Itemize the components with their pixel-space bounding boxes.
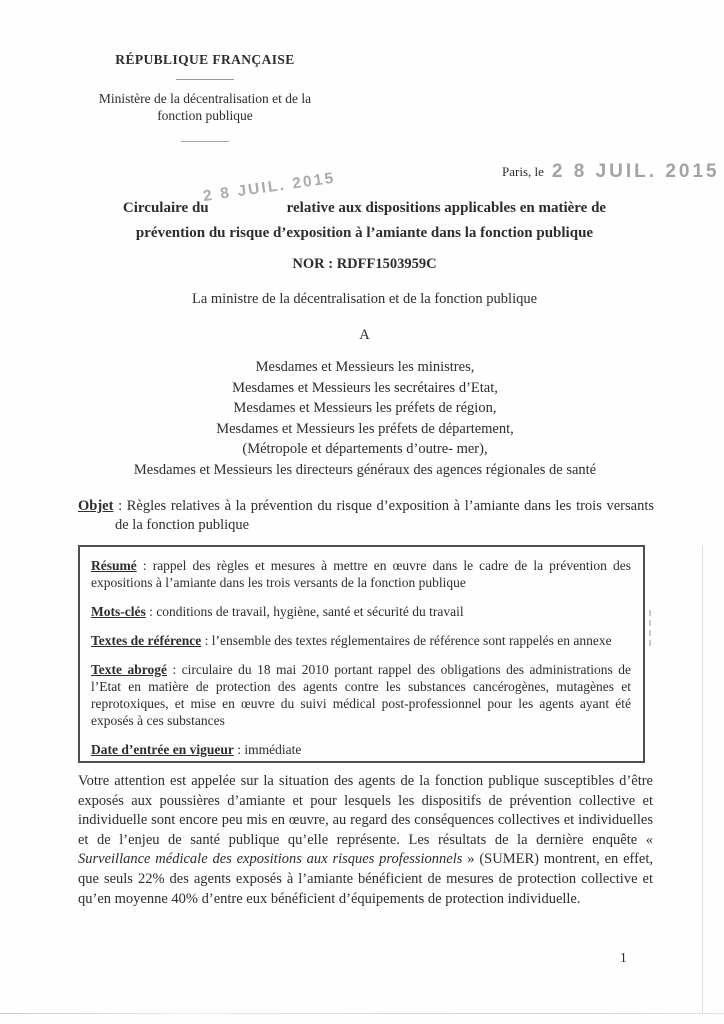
scan-edge-artifact-bottom <box>0 1013 724 1014</box>
summary-item-mots-cles <box>91 603 631 620</box>
recipient-line: Mesdames et Messieurs les préfets de région, <box>233 400 497 416</box>
summary-item-text: : rappel des règles et mesures à mettre en œuvre dans le cadre de la prévention des expositions à l’amiante dans les trois versants de la fonction publique <box>91 558 631 590</box>
summary-box <box>78 545 645 763</box>
letterhead-divider-bottom <box>181 141 229 142</box>
title-prefix: Circulaire du <box>122 200 209 216</box>
place-date-line <box>502 160 720 182</box>
summary-item-resume <box>91 557 631 591</box>
recipient-line: Mesdames et Messieurs les secrétaires d’Etat, <box>232 379 498 396</box>
minister-line: La ministre de la décentralisation et de la fonction publique <box>191 291 538 307</box>
summary-item-text: : circulaire du 18 mai 2010 portant rappel des obligations des administrations de l’Etat en matière de protection des agents contre les substances cancérogènes, mutagènes et reprotoxiques, et mise en œuvre du suivi médical post-professionnel pour les agents ayant été exposés à ces substances <box>91 662 631 728</box>
body-text-italic-quote: Surveillance médicale des expositions aux risques professionnels <box>78 851 463 868</box>
objet-section <box>78 497 654 535</box>
salutation-a: A <box>359 327 370 343</box>
summary-item-text: : l’ensemble des textes réglementaires de référence sont rappelés en annexe <box>201 633 612 648</box>
letterhead <box>95 52 315 142</box>
body-paragraph <box>78 772 653 909</box>
summary-item-label: Date d’entrée en vigueur <box>91 742 234 757</box>
summary-item-label: Résumé <box>91 558 137 573</box>
place-label: Paris, le <box>502 164 544 179</box>
page-number: 1 <box>620 950 627 965</box>
summary-item-texte-abroge <box>91 661 631 729</box>
summary-item-text: : conditions de travail, hygiène, santé et sécurité du travail <box>145 604 464 619</box>
ministry-name-line2: fonction publique <box>157 108 253 123</box>
title-line2: prévention du risque d’exposition à l’amiante dans la fonction publique <box>135 225 594 241</box>
letterhead-divider-top <box>176 79 234 80</box>
recipients-list <box>60 357 670 480</box>
objet-label: Objet <box>78 498 114 514</box>
recipient-line: Mesdames et Messieurs les préfets de département, <box>216 420 514 437</box>
summary-item-label: Mots-clés <box>91 604 146 619</box>
body-text-after: » (SUMER) montrent, en effet, que seuls 22% des agents exposés à l’amiante bénéficient de mesures de protection collective et qu’en moyenne 40% d’entre eux bénéficient d’équipements de protection individuelle. <box>78 851 654 907</box>
summary-item-text: : immédiate <box>233 742 302 757</box>
ministry-name-line1: Ministère de la décentralisation et de la <box>98 91 312 106</box>
title-suffix: relative aux dispositions applicables en matière de <box>286 200 607 216</box>
scan-mark-artifact <box>649 610 651 646</box>
summary-item-label: Texte abrogé <box>91 662 167 677</box>
summary-item-date-vigueur <box>91 741 631 758</box>
recipient-line: Mesdames et Messieurs les ministres, <box>255 359 475 375</box>
objet-text: : Règles relatives à la prévention du risque d’exposition à l’amiante dans les trois versants de la fonction publique <box>113 498 654 533</box>
nor-number: NOR : RDFF1503959C <box>292 256 437 272</box>
republic-title: RÉPUBLIQUE FRANÇAISE <box>115 52 295 67</box>
title-stamp-gap <box>201 169 337 212</box>
date-stamp: 2 8 JUIL. 2015 <box>551 161 720 182</box>
recipient-line: Mesdames et Messieurs les directeurs généraux des agences régionales de santé <box>133 461 597 478</box>
summary-item-textes-reference <box>91 632 631 649</box>
summary-item-label: Textes de référence <box>91 633 202 648</box>
title-date-stamp: 2 8 JUIL. 2015 <box>201 169 337 206</box>
recipient-line: (Métropole et départements d’outre- mer), <box>242 441 488 457</box>
body-text-before: Votre attention est appelée sur la situation des agents de la fonction publique susceptibles d’être exposés aux poussières d’amiante et pour lesquels les dispositifs de prévention collective et individuelle sont encore peu mis en œuvre, au regard des conséquences collectives et individuelles et de l’enjeu de santé publique qu’elle représente. Les résultats de la dernière enquête « <box>78 773 653 848</box>
scan-edge-artifact-right <box>702 545 703 1013</box>
